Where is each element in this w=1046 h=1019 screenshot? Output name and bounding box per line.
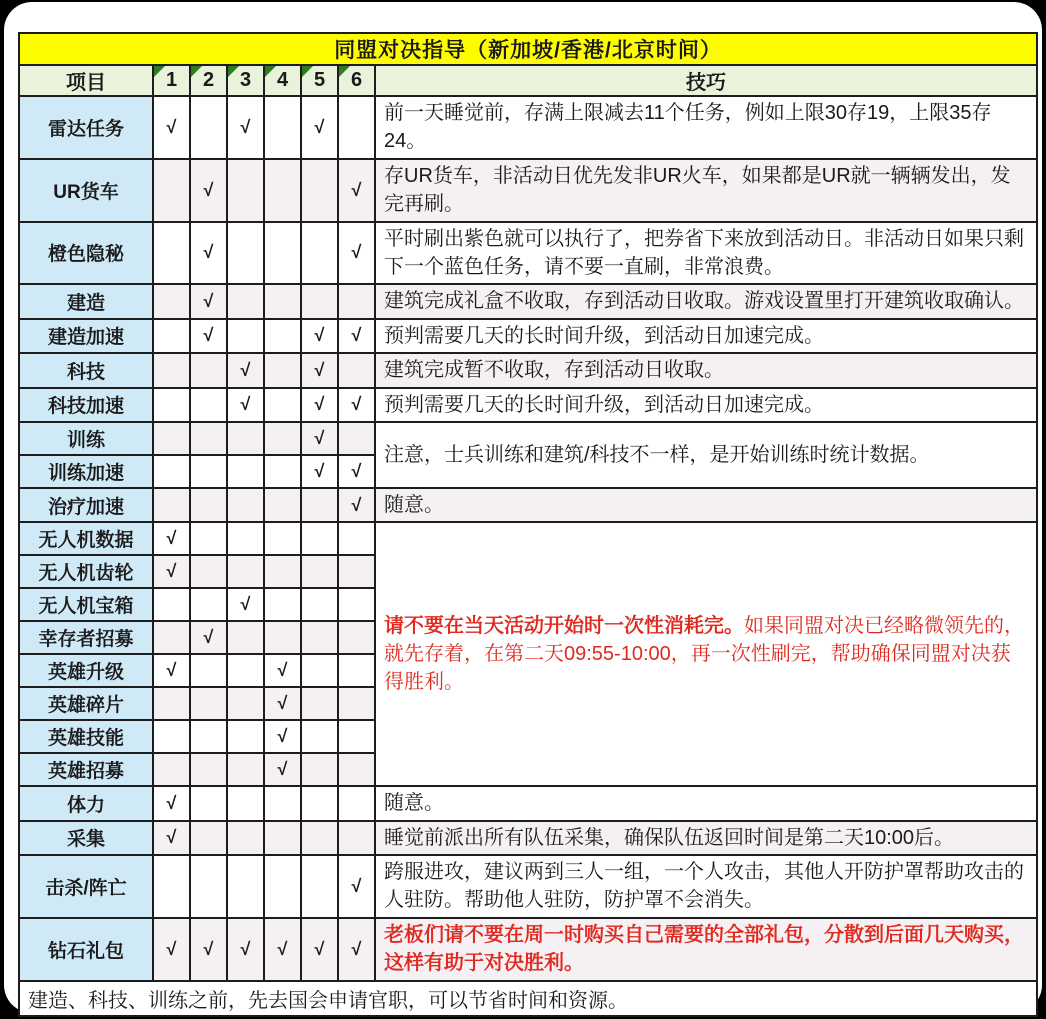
check-cell-day-5: √ [301, 319, 338, 353]
check-cell-day-2 [190, 388, 227, 422]
table-row [19, 488, 1037, 522]
check-cell-day-6 [338, 422, 375, 455]
table-row [19, 821, 1037, 855]
row-label: 击杀/阵亡 [19, 855, 153, 918]
check-cell-day-4 [264, 621, 301, 654]
check-cell-day-2 [190, 720, 227, 753]
tip-cell-merged [375, 522, 1037, 786]
row-label: 英雄升级 [19, 654, 153, 687]
column-header-item: 项目 [19, 65, 153, 96]
row-label: 科技加速 [19, 388, 153, 422]
check-cell-day-6: √ [338, 222, 375, 285]
check-cell-day-2 [190, 522, 227, 555]
column-header-day-4 [264, 65, 301, 96]
check-cell-day-2 [190, 96, 227, 159]
check-cell-day-6: √ [338, 855, 375, 918]
check-cell-day-1 [153, 455, 190, 488]
check-cell-day-5 [301, 654, 338, 687]
check-cell-day-6 [338, 522, 375, 555]
table-row [19, 319, 1037, 353]
check-cell-day-4: √ [264, 654, 301, 687]
table-row [19, 786, 1037, 820]
check-cell-day-1: √ [153, 654, 190, 687]
check-cell-day-3 [227, 654, 264, 687]
row-label: 采集 [19, 821, 153, 855]
check-cell-day-4 [264, 222, 301, 285]
table-row [19, 422, 1037, 455]
check-cell-day-6 [338, 96, 375, 159]
tip-warning-bold: 老板们请不要在周一时购买自己需要的全部礼包，分散到后面几天购买，这样有助于对决胜利。 [384, 923, 1024, 975]
check-cell-day-2 [190, 555, 227, 588]
check-cell-day-5 [301, 753, 338, 786]
check-cell-day-2 [190, 588, 227, 621]
check-cell-day-1 [153, 353, 190, 387]
table-row [19, 96, 1037, 159]
comment-marker-icon [265, 66, 276, 77]
check-cell-day-6 [338, 555, 375, 588]
check-cell-day-2: √ [190, 319, 227, 353]
check-cell-day-6: √ [338, 319, 375, 353]
check-cell-day-6 [338, 621, 375, 654]
tip-cell [375, 918, 1037, 981]
check-cell-day-6 [338, 786, 375, 820]
row-label: 建造加速 [19, 319, 153, 353]
check-cell-day-4: √ [264, 720, 301, 753]
screenshot-card [4, 2, 1042, 1013]
comment-marker-icon [154, 66, 165, 77]
tip-warning-bold: 请不要在当天活动开始时一次性消耗完。 [384, 614, 744, 637]
check-cell-day-6 [338, 687, 375, 720]
check-cell-day-1 [153, 422, 190, 455]
check-cell-day-3: √ [227, 918, 264, 981]
check-cell-day-1 [153, 159, 190, 222]
comment-marker-icon [339, 66, 350, 77]
check-cell-day-2: √ [190, 222, 227, 285]
check-cell-day-1 [153, 753, 190, 786]
check-cell-day-6: √ [338, 488, 375, 522]
check-cell-day-3 [227, 159, 264, 222]
check-cell-day-1: √ [153, 918, 190, 981]
check-cell-day-3 [227, 821, 264, 855]
check-cell-day-5 [301, 488, 338, 522]
check-cell-day-4 [264, 159, 301, 222]
check-cell-day-2 [190, 353, 227, 387]
check-cell-day-5: √ [301, 353, 338, 387]
check-cell-day-5 [301, 222, 338, 285]
row-label: 无人机宝箱 [19, 588, 153, 621]
check-cell-day-5 [301, 720, 338, 753]
footer-note: 建造、科技、训练之前，先去国会申请官职，可以节省时间和资源。 [19, 981, 1037, 1016]
check-cell-day-6: √ [338, 388, 375, 422]
row-label: 英雄技能 [19, 720, 153, 753]
row-label: 英雄碎片 [19, 687, 153, 720]
check-cell-day-4 [264, 786, 301, 820]
check-cell-day-1 [153, 319, 190, 353]
check-cell-day-1 [153, 488, 190, 522]
check-cell-day-3 [227, 855, 264, 918]
tip-cell: 跨服进攻，建议两到三人一组，一个人攻击，其他人开防护罩帮助攻击的人驻防。帮助他人驻防，防护罩不会消失。 [375, 855, 1037, 918]
check-cell-day-4 [264, 96, 301, 159]
tip-text: 注意，士兵训练和建筑/科技不一样，是开始训练时统计数据。 [384, 443, 930, 466]
check-cell-day-2 [190, 855, 227, 918]
tip-cell: 预判需要几天的长时间升级，到活动日加速完成。 [375, 388, 1037, 422]
check-cell-day-1 [153, 588, 190, 621]
check-cell-day-4 [264, 284, 301, 318]
check-cell-day-5: √ [301, 455, 338, 488]
check-cell-day-2 [190, 654, 227, 687]
tip-cell: 随意。 [375, 786, 1037, 820]
comment-marker-icon [302, 66, 313, 77]
duel-guide-table [18, 32, 1038, 1017]
check-cell-day-1: √ [153, 555, 190, 588]
check-cell-day-1 [153, 687, 190, 720]
check-cell-day-5 [301, 522, 338, 555]
title-row [19, 33, 1037, 65]
check-cell-day-5 [301, 855, 338, 918]
check-cell-day-5 [301, 821, 338, 855]
check-cell-day-2 [190, 455, 227, 488]
row-label: 橙色隐秘 [19, 222, 153, 285]
check-cell-day-2 [190, 687, 227, 720]
check-cell-day-5: √ [301, 918, 338, 981]
check-cell-day-3 [227, 222, 264, 285]
table-title: 同盟对决指导（新加坡/香港/北京时间） [19, 33, 1037, 65]
check-cell-day-1: √ [153, 522, 190, 555]
check-cell-day-6 [338, 654, 375, 687]
table-row [19, 159, 1037, 222]
check-cell-day-3 [227, 488, 264, 522]
check-cell-day-5 [301, 687, 338, 720]
check-cell-day-4 [264, 522, 301, 555]
check-cell-day-4 [264, 821, 301, 855]
column-header-day-3 [227, 65, 264, 96]
tip-cell: 随意。 [375, 488, 1037, 522]
check-cell-day-2 [190, 821, 227, 855]
check-cell-day-1 [153, 222, 190, 285]
check-cell-day-1 [153, 388, 190, 422]
check-cell-day-3 [227, 786, 264, 820]
check-cell-day-5 [301, 284, 338, 318]
check-cell-day-1: √ [153, 786, 190, 820]
table-row [19, 353, 1037, 387]
column-header-day-1 [153, 65, 190, 96]
check-cell-day-2: √ [190, 918, 227, 981]
row-label: 体力 [19, 786, 153, 820]
check-cell-day-2: √ [190, 621, 227, 654]
check-cell-day-5 [301, 159, 338, 222]
check-cell-day-3 [227, 621, 264, 654]
check-cell-day-5: √ [301, 422, 338, 455]
row-label: 雷达任务 [19, 96, 153, 159]
check-cell-day-3: √ [227, 588, 264, 621]
table-row [19, 522, 1037, 555]
check-cell-day-4 [264, 388, 301, 422]
tip-cell: 平时刷出紫色就可以执行了，把券省下来放到活动日。非活动日如果只剩下一个蓝色任务，请不要一直刷，非常浪费。 [375, 222, 1037, 285]
check-cell-day-2: √ [190, 159, 227, 222]
column-header-day-6 [338, 65, 375, 96]
check-cell-day-2 [190, 488, 227, 522]
footer-row [19, 981, 1037, 1016]
row-label: 训练 [19, 422, 153, 455]
row-label: 钻石礼包 [19, 918, 153, 981]
check-cell-day-4: √ [264, 687, 301, 720]
check-cell-day-4 [264, 353, 301, 387]
check-cell-day-5: √ [301, 96, 338, 159]
check-cell-day-1 [153, 720, 190, 753]
check-cell-day-5 [301, 786, 338, 820]
check-cell-day-4 [264, 319, 301, 353]
check-cell-day-5 [301, 621, 338, 654]
row-label: 训练加速 [19, 455, 153, 488]
row-label: 英雄招募 [19, 753, 153, 786]
comment-marker-icon [228, 66, 239, 77]
check-cell-day-1: √ [153, 821, 190, 855]
day-number-label: 6 [350, 69, 363, 91]
day-number-label: 3 [239, 69, 252, 91]
check-cell-day-1 [153, 855, 190, 918]
row-label: UR货车 [19, 159, 153, 222]
day-number-label: 2 [202, 69, 215, 91]
check-cell-day-3 [227, 319, 264, 353]
check-cell-day-6 [338, 720, 375, 753]
check-cell-day-4: √ [264, 753, 301, 786]
check-cell-day-2: √ [190, 284, 227, 318]
check-cell-day-4 [264, 455, 301, 488]
tip-cell: 预判需要几天的长时间升级，到活动日加速完成。 [375, 319, 1037, 353]
check-cell-day-4 [264, 555, 301, 588]
check-cell-day-3: √ [227, 353, 264, 387]
comment-marker-icon [191, 66, 202, 77]
check-cell-day-6: √ [338, 918, 375, 981]
column-header-day-2 [190, 65, 227, 96]
check-cell-day-5 [301, 588, 338, 621]
row-label: 幸存者招募 [19, 621, 153, 654]
check-cell-day-1: √ [153, 96, 190, 159]
day-number-label: 4 [276, 69, 289, 91]
tip-cell: 前一天睡觉前，存满上限减去11个任务，例如上限30存19，上限35存24。 [375, 96, 1037, 159]
check-cell-day-6 [338, 353, 375, 387]
check-cell-day-1 [153, 284, 190, 318]
check-cell-day-3 [227, 753, 264, 786]
day-number-label: 1 [165, 69, 178, 91]
check-cell-day-4 [264, 488, 301, 522]
check-cell-day-2 [190, 422, 227, 455]
row-label: 科技 [19, 353, 153, 387]
check-cell-day-4 [264, 855, 301, 918]
check-cell-day-2 [190, 753, 227, 786]
tip-cell-merged [375, 422, 1037, 488]
check-cell-day-3 [227, 422, 264, 455]
check-cell-day-3 [227, 455, 264, 488]
check-cell-day-5 [301, 555, 338, 588]
check-cell-day-4 [264, 588, 301, 621]
header-row [19, 65, 1037, 96]
check-cell-day-1 [153, 621, 190, 654]
check-cell-day-6: √ [338, 455, 375, 488]
check-cell-day-4 [264, 422, 301, 455]
column-header-day-5 [301, 65, 338, 96]
check-cell-day-6 [338, 588, 375, 621]
check-cell-day-3: √ [227, 96, 264, 159]
table-row [19, 284, 1037, 318]
tip-cell: 建筑完成暂不收取，存到活动日收取。 [375, 353, 1037, 387]
check-cell-day-3 [227, 522, 264, 555]
tip-cell: 建筑完成礼盒不收取，存到活动日收取。游戏设置里打开建筑收取确认。 [375, 284, 1037, 318]
row-label: 治疗加速 [19, 488, 153, 522]
check-cell-day-3: √ [227, 388, 264, 422]
tip-cell: 存UR货车，非活动日优先发非UR火车，如果都是UR就一辆辆发出，发完再刷。 [375, 159, 1037, 222]
table-row [19, 222, 1037, 285]
check-cell-day-6 [338, 753, 375, 786]
check-cell-day-3 [227, 687, 264, 720]
row-label: 无人机数据 [19, 522, 153, 555]
row-label: 无人机齿轮 [19, 555, 153, 588]
tip-cell: 睡觉前派出所有队伍采集，确保队伍返回时间是第二天10:00后。 [375, 821, 1037, 855]
check-cell-day-4: √ [264, 918, 301, 981]
table-row [19, 855, 1037, 918]
table-row [19, 918, 1037, 981]
column-header-tips: 技巧 [375, 65, 1037, 96]
tip-warning-text: 如果同盟对决已经略微领先的，就先存着，在第二天09:55-10:00，再一次性刷完，帮助确保同盟对决获得胜利。 [384, 614, 1024, 694]
row-label: 建造 [19, 284, 153, 318]
check-cell-day-6 [338, 284, 375, 318]
check-cell-day-6: √ [338, 159, 375, 222]
check-cell-day-3 [227, 555, 264, 588]
check-cell-day-3 [227, 284, 264, 318]
check-cell-day-3 [227, 720, 264, 753]
check-cell-day-2 [190, 786, 227, 820]
day-number-label: 5 [313, 69, 326, 91]
check-cell-day-5: √ [301, 388, 338, 422]
table-row [19, 388, 1037, 422]
check-cell-day-6 [338, 821, 375, 855]
